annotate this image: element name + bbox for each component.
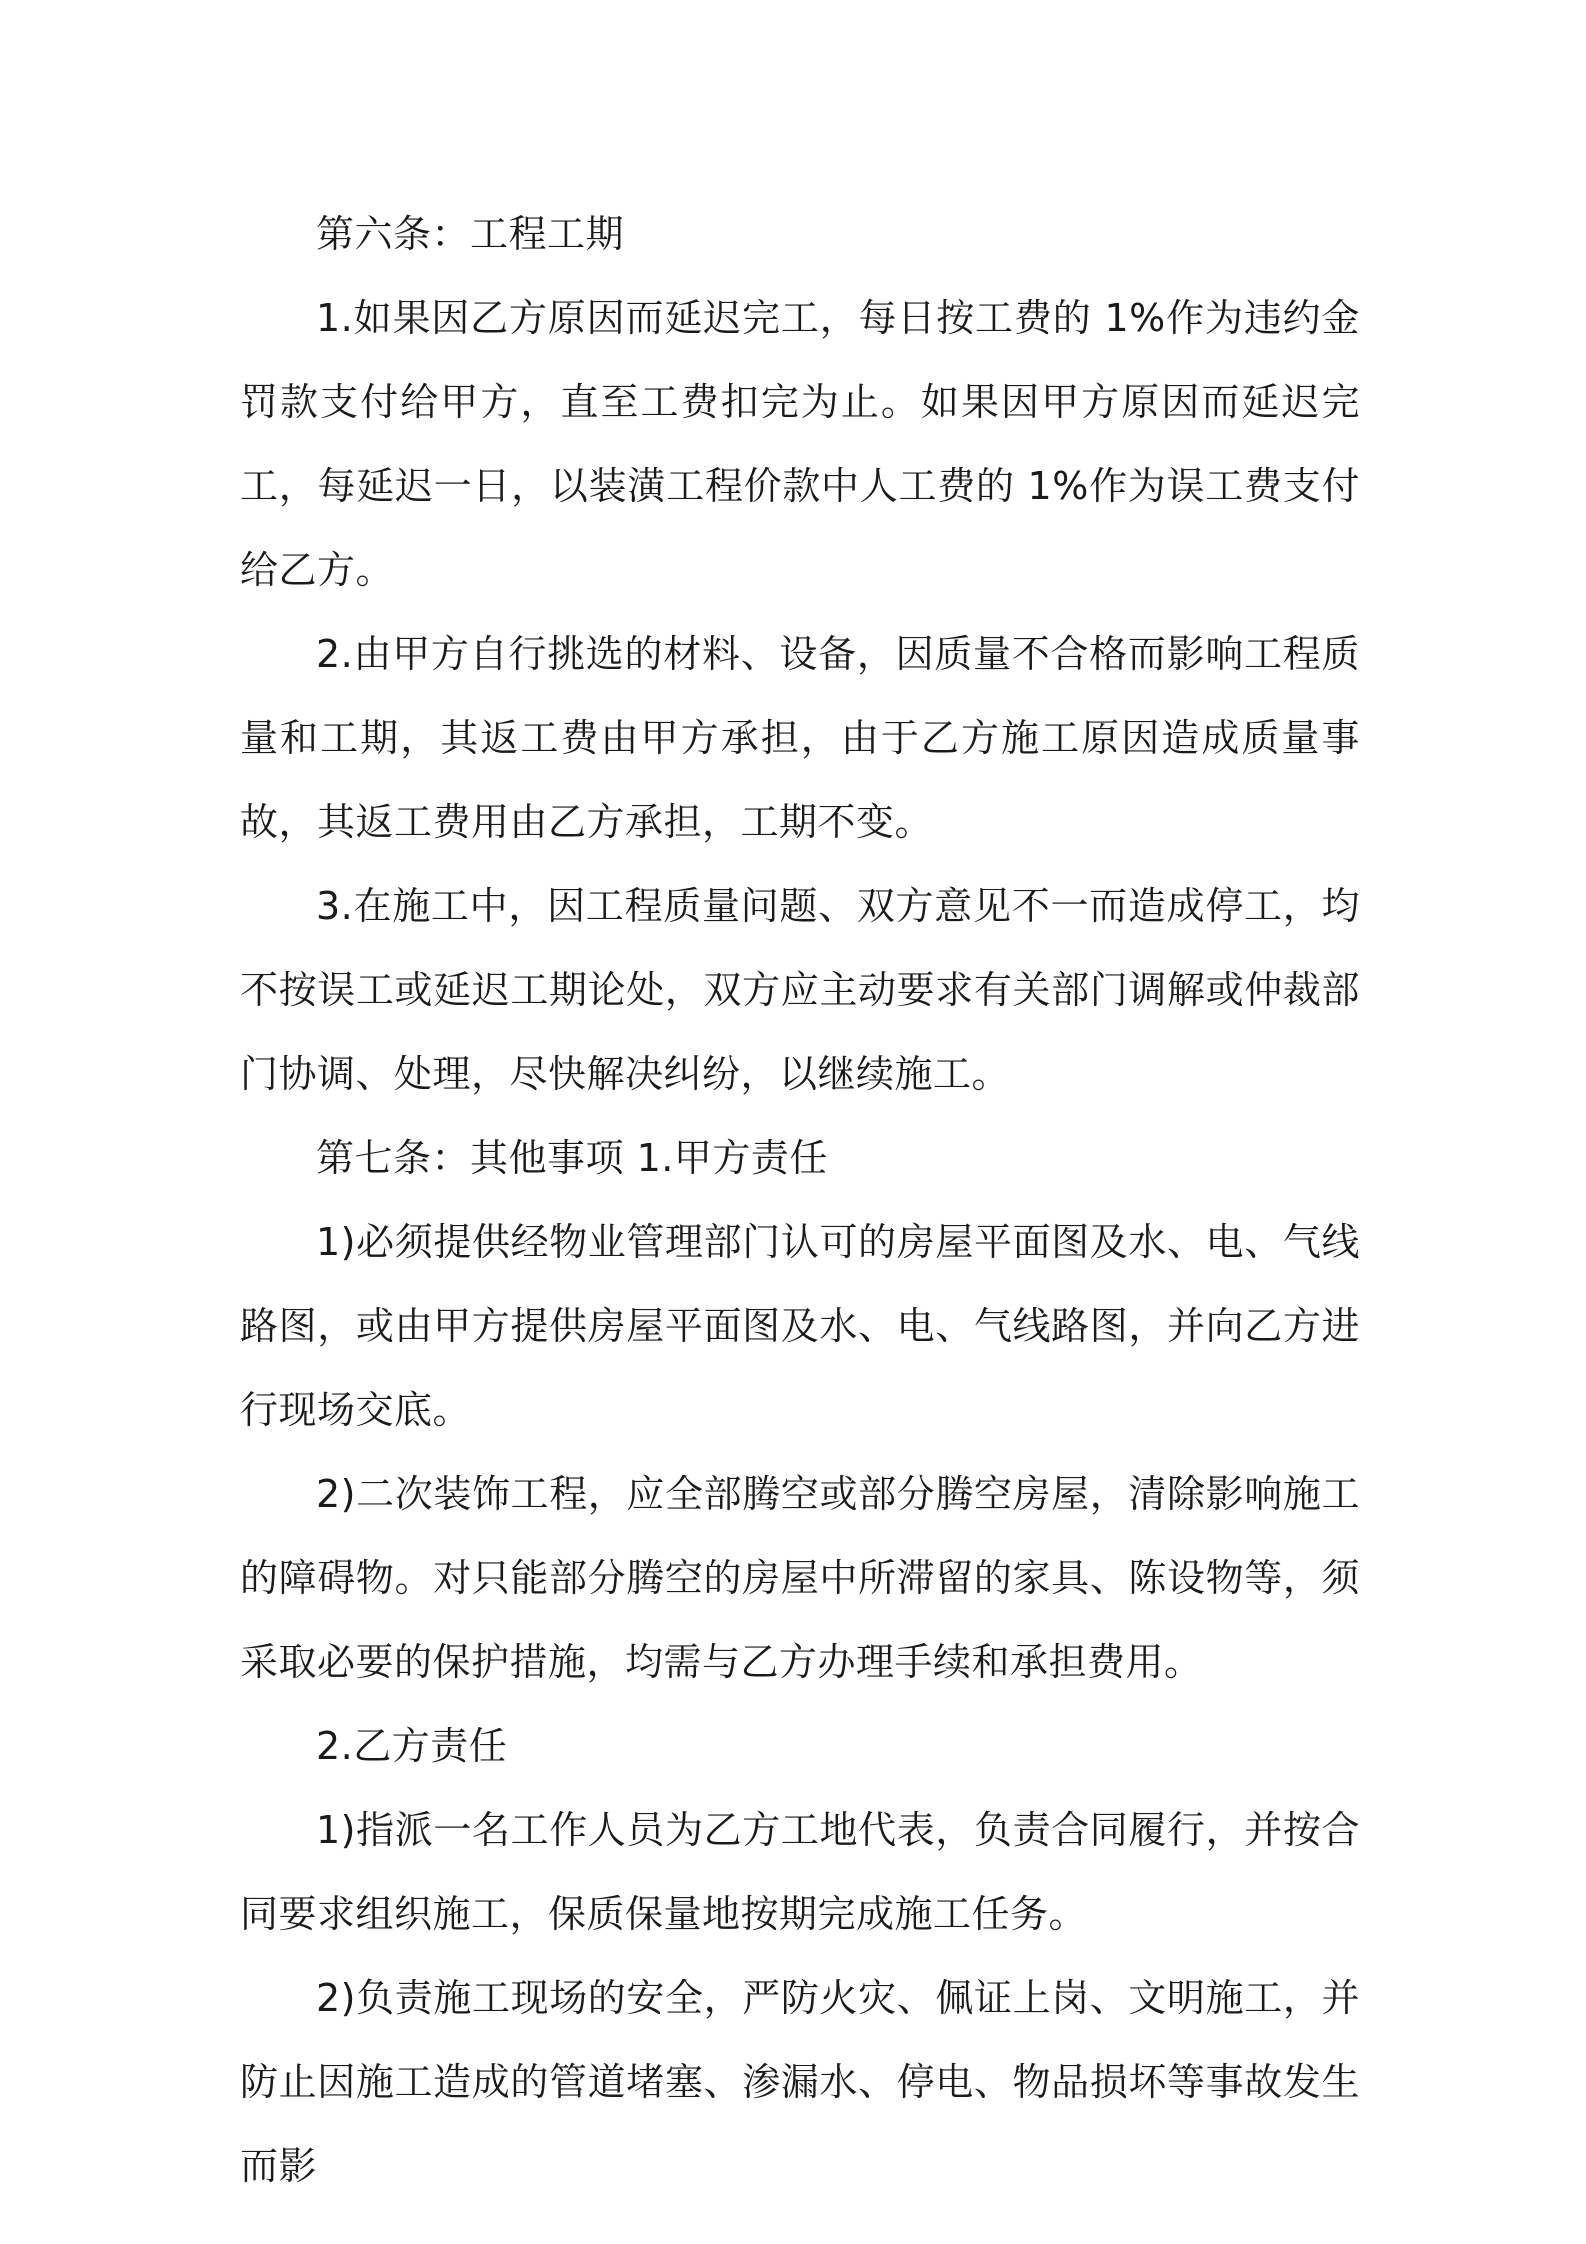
article-6-clause-1: 1.如果因乙方原因而延迟完工，每日按工费的 1%作为违约金罚款支付给甲方，直至工费扣完为止。如果因甲方原因而延迟完工，每延迟一日，以装潢工程价款中人工费的 1%作为误工费支付给乙方。 [240,296,1360,592]
party-a-duty-1: 1)必须提供经物业管理部门认可的房屋平面图及水、电、气线路图，或由甲方提供房屋平面图及水、电、气线路图，并向乙方进行现场交底。 [240,1220,1360,1432]
article-6-heading: 第六条：工程工期 [316,212,625,256]
document-body [240,192,1360,2208]
article-7-heading: 第七条：其他事项 1.甲方责任 [316,1136,828,1180]
party-b-duty-2: 2)负责施工现场的安全，严防火灾、佩证上岗、文明施工，并防止因施工造成的管道堵塞、渗漏水、停电、物品损坏等事故发生而影 [240,1976,1360,2188]
party-b-duty-1: 1)指派一名工作人员为乙方工地代表，负责合同履行，并按合同要求组织施工，保质保量地按期完成施工任务。 [240,1808,1360,1936]
article-6-clause-3: 3.在施工中，因工程质量问题、双方意见不一而造成停工，均不按误工或延迟工期论处，双方应主动要求有关部门调解或仲裁部门协调、处理，尽快解决纠纷，以继续施工。 [240,884,1360,1096]
article-6-clause-2: 2.由甲方自行挑选的材料、设备，因质量不合格而影响工程质量和工期，其返工费由甲方承担，由于乙方施工原因造成质量事故，其返工费用由乙方承担，工期不变。 [240,632,1360,844]
party-b-heading: 2.乙方责任 [316,1724,508,1768]
party-a-duty-2: 2)二次装饰工程，应全部腾空或部分腾空房屋，清除影响施工的障碍物。对只能部分腾空的房屋中所滞留的家具、陈设物等，须采取必要的保护措施，均需与乙方办理手续和承担费用。 [240,1472,1360,1684]
